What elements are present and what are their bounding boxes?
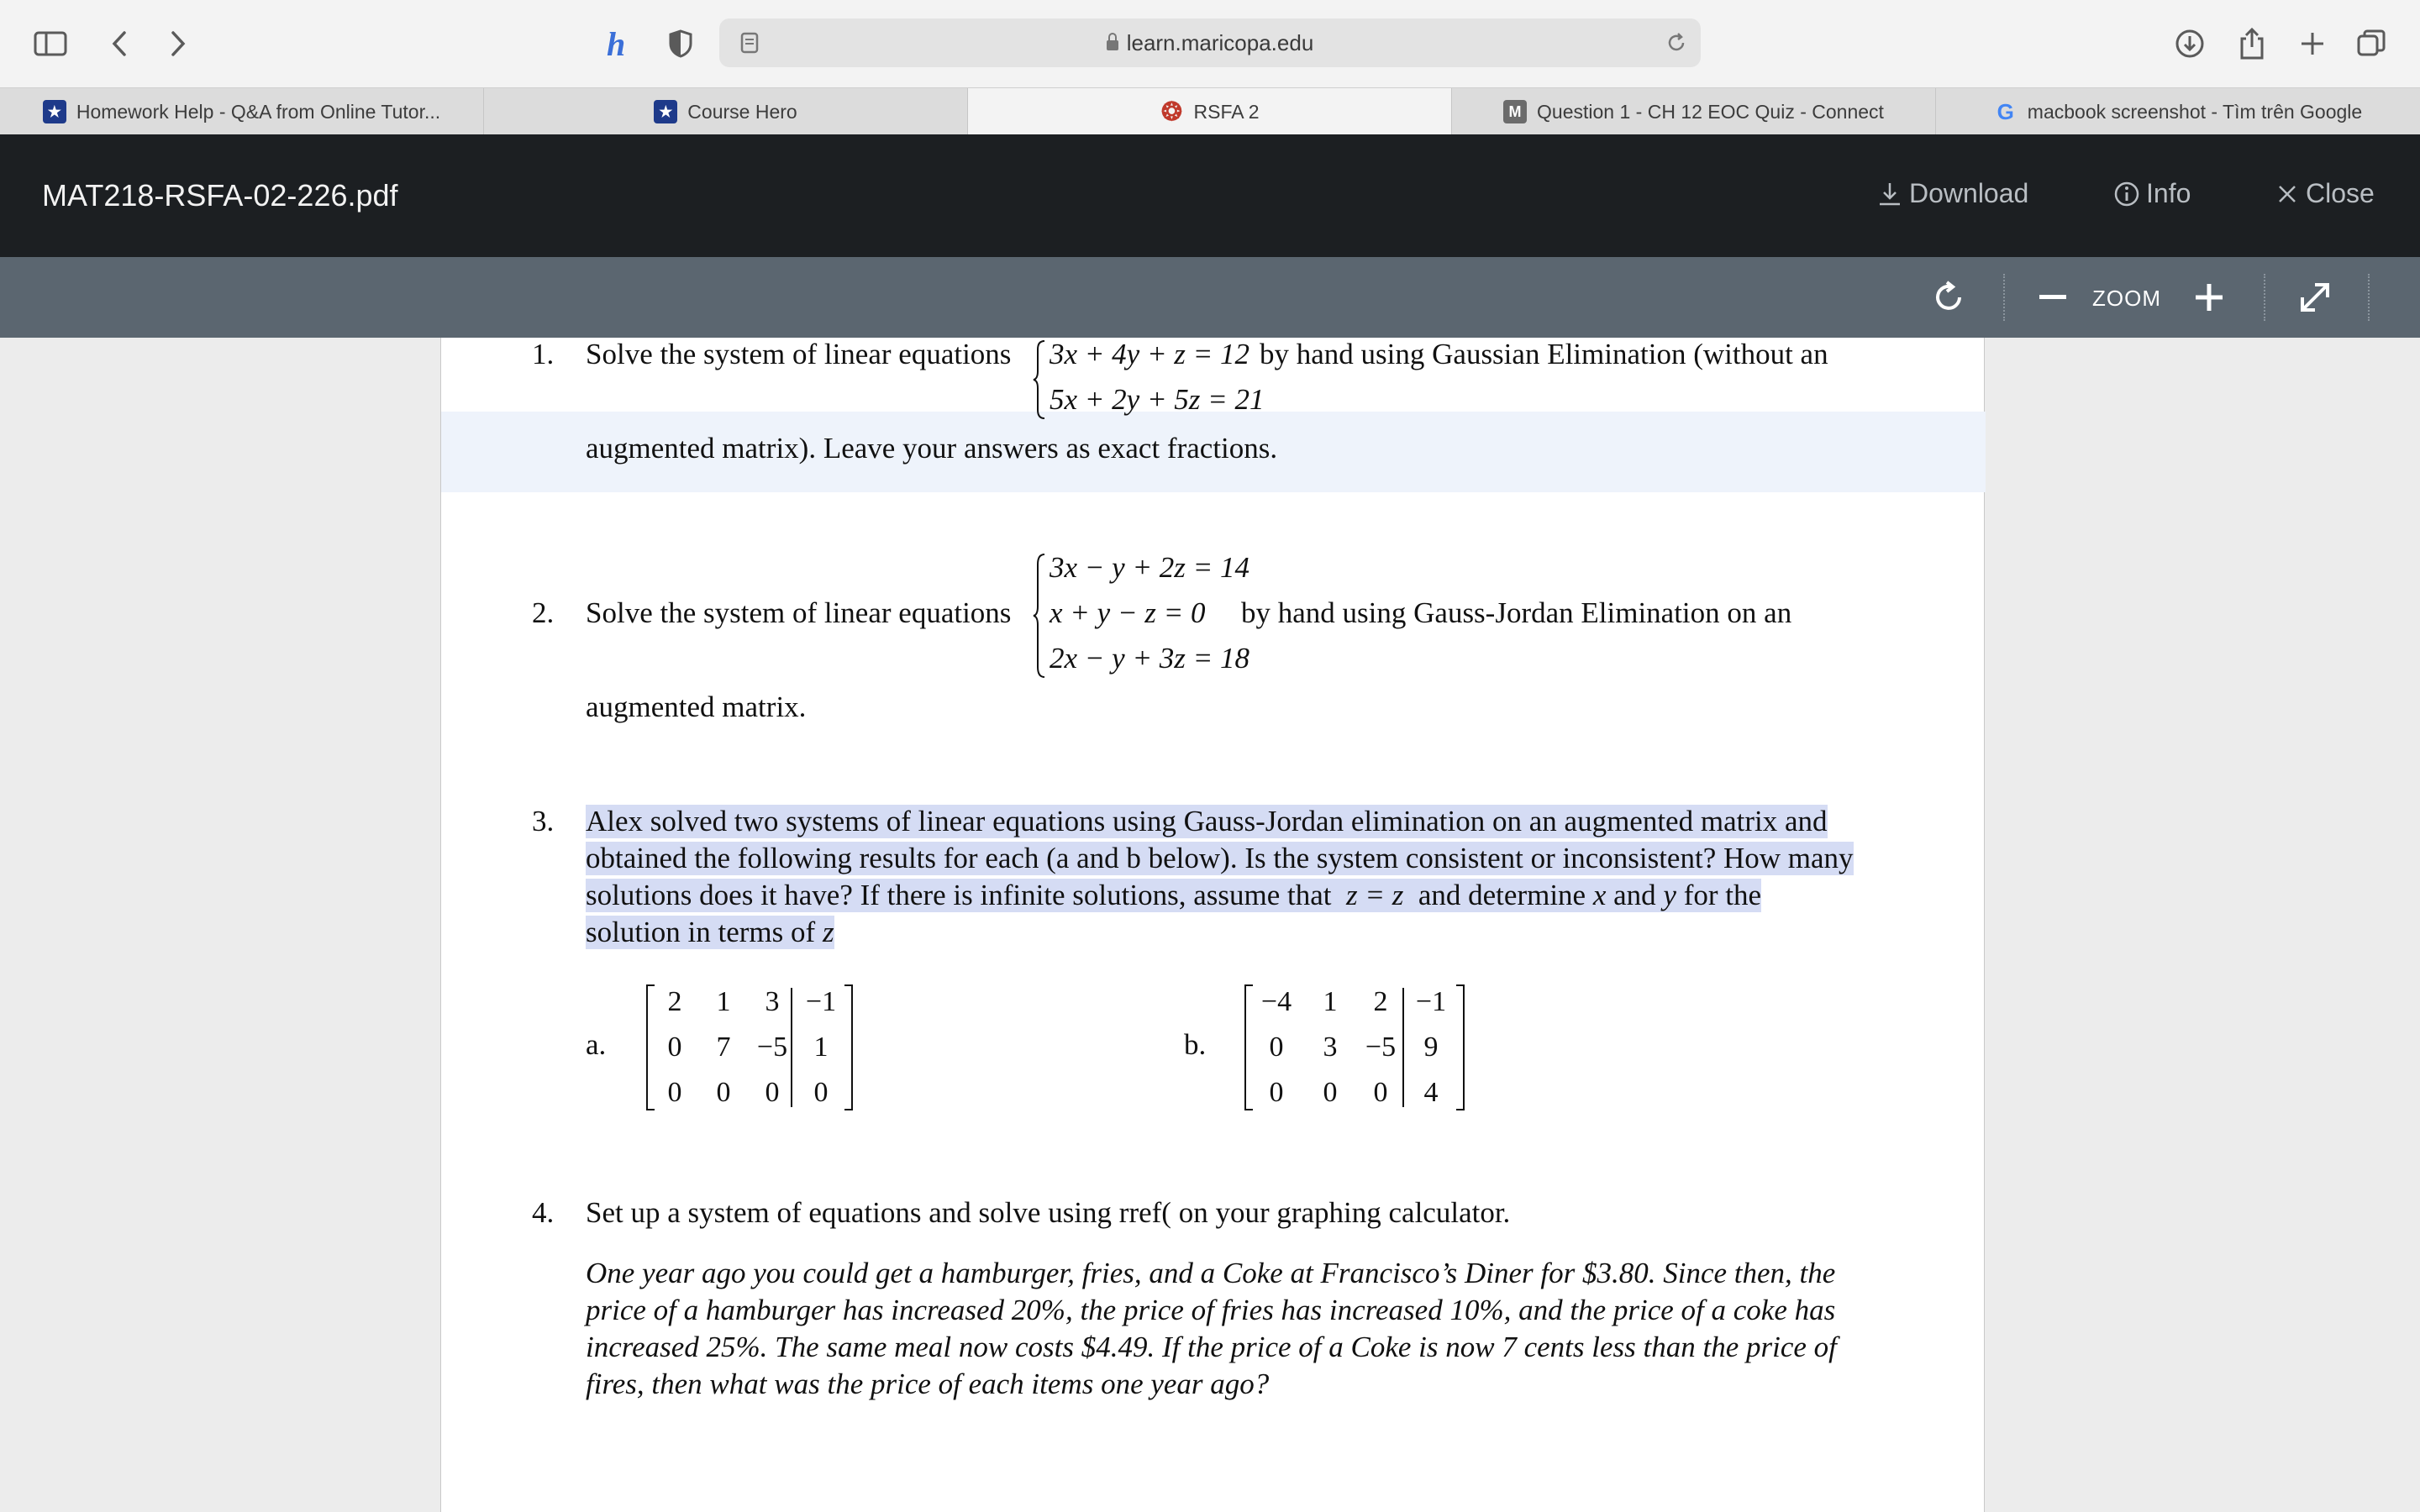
q2-eq3: 2x − y + 3z = 18 (1050, 642, 1250, 675)
pdf-page (440, 338, 1985, 1512)
back-icon[interactable] (103, 22, 136, 66)
toolbar-divider (2003, 274, 2005, 321)
info-button[interactable]: Info (2114, 178, 2191, 209)
fullscreen-button[interactable] (2292, 272, 2338, 323)
svg-text:h: h (607, 25, 626, 62)
matrix-cell: 0 (1269, 1077, 1284, 1108)
matrix-bracket-left (1244, 984, 1253, 1110)
q4-paragraph-line: increased 25%. The same meal now costs $4.49. If the price of a Coke is now 7 cents less than the price of (586, 1331, 1837, 1363)
matrix-cell: 0 (667, 1032, 682, 1063)
matrix-cell: −5 (1365, 1032, 1397, 1063)
download-button[interactable]: Download (1877, 178, 2028, 209)
maricopa-logo-icon: ❂ (1160, 97, 1183, 126)
matrix-cell: 2 (667, 986, 682, 1017)
zoom-out-button[interactable] (2032, 272, 2074, 323)
q1-number: 1. (532, 338, 555, 370)
q1-lead: Solve the system of linear equations (586, 338, 1012, 370)
zoom-label: ZOOM (2092, 286, 2161, 311)
matrix-cell: 0 (1269, 1032, 1284, 1063)
rotate-icon (1932, 280, 1967, 315)
share-icon[interactable] (2233, 22, 2270, 66)
tab-homework-help[interactable]: ★ Homework Help - Q&A from Online Tutor... (0, 88, 484, 135)
q2-line2: augmented matrix. (586, 690, 807, 723)
sidebar-toggle-icon[interactable] (30, 22, 71, 66)
honey-extension-icon[interactable] (600, 22, 640, 66)
tab-google-search[interactable]: G macbook screenshot - Tìm trên Google (1936, 88, 2420, 135)
close-icon (2275, 182, 2299, 206)
rotate-button[interactable] (1926, 272, 1973, 323)
tab-connect-quiz[interactable]: M Question 1 - CH 12 EOC Quiz - Connect (1452, 88, 1936, 135)
matrix-a (646, 984, 853, 1110)
url-text: learn.maricopa.edu (719, 30, 1701, 56)
q1-eq1: 3x + 4y + z = 12 (1050, 338, 1250, 370)
q4-number: 4. (532, 1196, 555, 1229)
q3-line4: solution in terms of z (586, 916, 834, 948)
document-area[interactable] (0, 338, 2420, 1512)
matrix-b (1244, 984, 1465, 1110)
pdf-viewer-header (0, 134, 2420, 257)
forward-icon[interactable] (161, 22, 195, 66)
matrix-cell: 0 (716, 1077, 731, 1108)
matrix-cell: −1 (805, 986, 837, 1017)
new-tab-icon[interactable] (2294, 22, 2331, 66)
q3-line2: obtained the following results for each (a and b below). Is the system consistent or inconsistent? How many (586, 842, 1854, 874)
q3-label-a: a. (586, 1028, 607, 1061)
q2-number: 2. (532, 596, 555, 629)
q2-eq1: 3x − y + 2z = 14 (1050, 551, 1250, 584)
file-name: MAT218-RSFA-02-226.pdf (42, 178, 398, 213)
q1-line2: augmented matrix). Leave your answers as exact fractions. (586, 432, 1278, 465)
tab-bar (0, 87, 2420, 134)
q2-brace (1033, 553, 1048, 679)
matrix-cell: 1 (1323, 986, 1338, 1017)
m-letter-icon: M (1503, 100, 1527, 123)
q1-brace (1033, 339, 1048, 420)
matrix-bracket-right (844, 984, 853, 1110)
toolbar-divider (2368, 274, 2370, 321)
q1-tail: by hand using Gaussian Elimination (without an (1260, 338, 1828, 370)
star-badge-icon: ★ (43, 100, 66, 123)
matrix-cell: −1 (1415, 986, 1447, 1017)
download-icon (1877, 181, 1902, 207)
matrix-cell: 3 (765, 986, 780, 1017)
matrix-cell: 0 (1323, 1077, 1338, 1108)
q2-lead: Solve the system of linear equations (586, 596, 1012, 629)
q4-paragraph-line: fires, then what was the price of each items one year ago? (586, 1368, 1270, 1400)
matrix-cell: 0 (765, 1077, 780, 1108)
matrix-cell: 9 (1423, 1032, 1439, 1063)
q2-eq2: x + y − z = 0 (1050, 596, 1206, 629)
google-g-icon: G (1996, 98, 2014, 124)
toolbar-divider (2264, 274, 2265, 321)
tab-overview-icon[interactable] (2353, 22, 2390, 66)
matrix-bracket-right (1456, 984, 1465, 1110)
matrix-cell: −4 (1260, 986, 1292, 1017)
browser-toolbar (0, 0, 2420, 87)
minus-icon (2039, 295, 2066, 300)
privacy-shield-icon[interactable] (664, 22, 697, 66)
close-button[interactable]: Close (2275, 178, 2375, 209)
q3-number: 3. (532, 805, 555, 837)
info-icon (2114, 181, 2139, 207)
matrix-cell: 0 (667, 1077, 682, 1108)
tab-course-hero[interactable]: ★ Course Hero (484, 88, 968, 135)
matrix-cell: 1 (716, 986, 731, 1017)
q4-paragraph-line: One year ago you could get a hamburger, fries, and a Coke at Francisco’s Diner for $3.80. Since then, the (586, 1257, 1836, 1289)
reload-icon[interactable] (1664, 21, 1689, 65)
q3-label-b: b. (1184, 1028, 1207, 1061)
plus-icon (2196, 284, 2223, 311)
pdf-viewer-toolbar (0, 257, 2420, 338)
matrix-cell: −5 (756, 1032, 788, 1063)
q4-lead: Set up a system of equations and solve using rref( on your graphing calculator. (586, 1196, 1511, 1229)
expand-icon (2298, 281, 2332, 314)
matrix-cell: 3 (1323, 1032, 1338, 1063)
downloads-icon[interactable] (2171, 22, 2208, 66)
star-badge-icon: ★ (654, 100, 677, 123)
q4-paragraph-line: price of a hamburger has increased 20%, the price of fries has increased 10%, and the price of a coke has (586, 1294, 1836, 1326)
q2-tail: by hand using Gauss-Jordan Elimination on an (1241, 596, 1792, 629)
q1-eq2: 5x + 2y + 5z = 21 (1050, 383, 1265, 416)
matrix-cell: 4 (1423, 1077, 1439, 1108)
tab-rsfa-2[interactable]: ❂ RSFA 2 (968, 88, 1452, 135)
lock-icon (1107, 40, 1118, 50)
matrix-cell: 1 (813, 1032, 829, 1063)
q3-line1: Alex solved two systems of linear equations using Gauss-Jordan elimination on an augmented matrix and (586, 805, 1828, 837)
matrix-cell: 0 (813, 1077, 829, 1108)
q3-line3: solutions does it have? If there is infinite solutions, assume that z = z and determine x and y for the (586, 879, 1762, 911)
zoom-in-button[interactable] (2188, 272, 2230, 323)
address-bar[interactable] (719, 18, 1701, 67)
matrix-cell: 2 (1373, 986, 1388, 1017)
matrix-cell: 0 (1373, 1077, 1388, 1108)
matrix-cell: 7 (716, 1032, 731, 1063)
